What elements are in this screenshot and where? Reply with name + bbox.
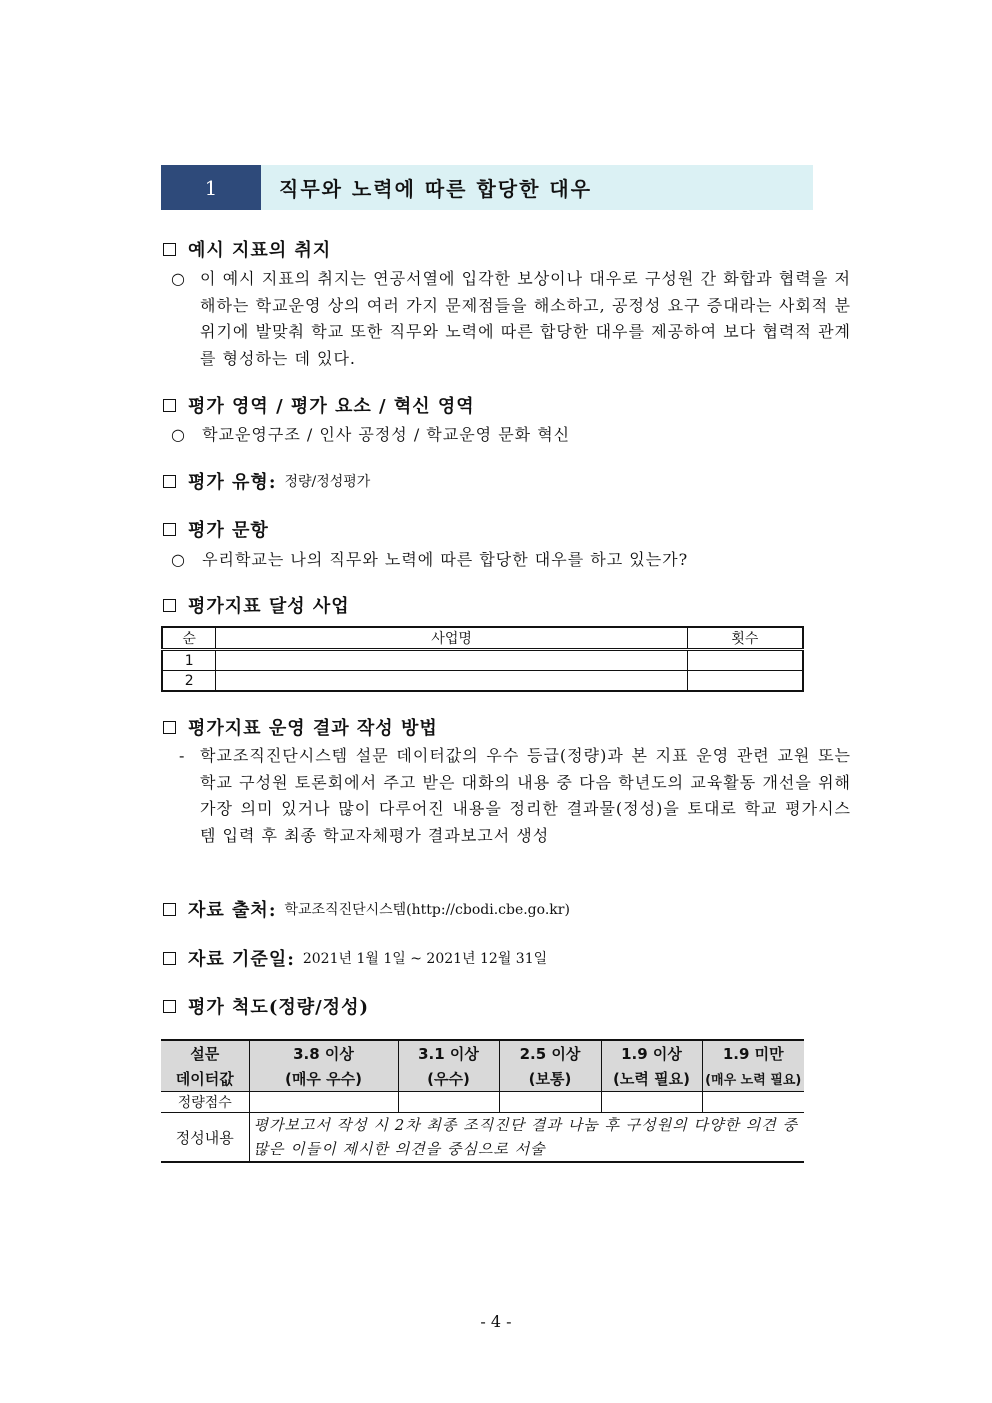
table-cell — [601, 1092, 702, 1113]
table-header-row — [161, 1040, 804, 1066]
row-label: 정성내용 — [161, 1113, 249, 1163]
table-header-row — [161, 1066, 804, 1092]
heading-method — [163, 714, 438, 740]
column-header: 횟수 — [687, 627, 803, 650]
dash-bullet-icon: - — [179, 746, 186, 765]
table-row — [161, 1092, 804, 1113]
checkbox-square-icon — [163, 599, 176, 612]
table-row — [162, 671, 803, 692]
section-title: 직무와 노력에 따른 합당한 대우 — [279, 177, 593, 201]
qualitative-text: 평가보고서 작성 시 2차 최종 조직진단 결과 나눔 후 구성원의 다양한 의견 중 많은 이들이 제시한 의견을 중심으로 서술 — [249, 1113, 804, 1163]
column-header: 설문 — [161, 1040, 249, 1066]
column-header: 데이터값 — [161, 1066, 249, 1092]
column-header: 2.5 이상 — [499, 1040, 601, 1066]
date-value: 2021년 1월 1일 ~ 2021년 12월 31일 — [302, 951, 548, 967]
type-value: 정량/정성평가 — [284, 474, 371, 490]
heading-text: 평가 유형: — [188, 472, 277, 493]
column-header: (우수) — [398, 1066, 499, 1092]
heading-source — [163, 896, 570, 922]
column-header: 3.8 이상 — [249, 1040, 398, 1066]
heading-area — [163, 392, 475, 418]
checkbox-square-icon — [163, 1000, 176, 1013]
heading-text: 평가 문항 — [188, 520, 269, 541]
heading-date — [163, 945, 547, 971]
checkbox-square-icon — [163, 721, 176, 734]
column-header: (매우 노력 필요) — [702, 1066, 804, 1092]
table-header-row — [162, 627, 803, 650]
heading-text: 평가지표 운영 결과 작성 방법 — [188, 718, 438, 739]
section-title-bar — [161, 165, 813, 210]
heading-text: 자료 기준일: — [188, 949, 295, 970]
table-cell — [216, 671, 687, 692]
table-cell — [499, 1092, 601, 1113]
question-line — [171, 547, 688, 570]
checkbox-square-icon — [163, 523, 176, 536]
heading-type — [163, 468, 370, 494]
table-cell — [216, 650, 687, 671]
method-text: 학교조직진단시스템 설문 데이터값의 우수 등급(정량)과 본 지표 운영 관련 교원 또는 학교 구성원 토론회에서 주고 받은 대화의 내용 중 다음 학년도의 교육활동 개선을 위해 가장 의미 있거나 많이 다루어진 내용을 정리한 결과물(정성)을 토대로 학교 평가시스템 입력 후 최종 학교자체평가 결과보고서 생성 — [200, 746, 851, 845]
checkbox-square-icon — [163, 903, 176, 916]
area-text: 학교운영구조 / 인사 공정성 / 학교운영 문화 혁신 — [202, 425, 571, 444]
heading-projects — [163, 592, 350, 618]
column-header: 1.9 미만 — [702, 1040, 804, 1066]
table-cell: 1 — [162, 650, 216, 671]
table-row — [162, 650, 803, 671]
purpose-paragraph — [171, 266, 851, 372]
table-cell — [249, 1092, 398, 1113]
row-label: 정량점수 — [161, 1092, 249, 1113]
checkbox-square-icon — [163, 475, 176, 488]
source-value: 학교조직진단시스템(http://cbodi.cbe.go.kr) — [284, 902, 570, 918]
area-line — [171, 422, 570, 445]
table-row — [161, 1113, 804, 1163]
column-header: (노력 필요) — [601, 1066, 702, 1092]
question-text: 우리학교는 나의 직무와 노력에 따른 합당한 대우를 하고 있는가? — [202, 550, 689, 569]
table-cell — [687, 650, 803, 671]
projects-table — [161, 626, 804, 692]
checkbox-square-icon — [163, 399, 176, 412]
heading-text: 예시 지표의 취지 — [188, 240, 332, 261]
table-cell — [687, 671, 803, 692]
heading-question — [163, 516, 269, 542]
purpose-text: 이 예시 지표의 취지는 연공서열에 입각한 보상이나 대우로 구성원 간 화합과 협력을 저해하는 학교운영 상의 여러 가지 문제점들을 해소하고, 공정성 요구 증대라는 사회적 분위기에 발맞춰 학교 또한 직무와 노력에 따른 합당한 대우를 제공하여 보다 협력적 관계를 형성하는 데 있다. — [200, 269, 851, 368]
heading-scale — [163, 993, 369, 1019]
column-header: 1.9 이상 — [601, 1040, 702, 1066]
scale-table — [161, 1039, 804, 1163]
table-cell — [398, 1092, 499, 1113]
checkbox-square-icon — [163, 952, 176, 965]
column-header: 사업명 — [216, 627, 687, 650]
heading-purpose — [163, 236, 331, 262]
heading-text: 평가지표 달성 사업 — [188, 596, 350, 617]
table-cell: 2 — [162, 671, 216, 692]
column-header: (보통) — [499, 1066, 601, 1092]
heading-text: 자료 출처: — [188, 900, 277, 921]
column-header: (매우 우수) — [249, 1066, 398, 1092]
heading-text: 평가 척도(정량/정성) — [188, 997, 369, 1018]
circle-bullet-icon: ○ — [171, 269, 186, 288]
heading-text: 평가 영역 / 평가 요소 / 혁신 영역 — [188, 396, 475, 417]
page-number: - 4 - — [480, 1312, 512, 1331]
checkbox-square-icon — [163, 243, 176, 256]
column-header: 3.1 이상 — [398, 1040, 499, 1066]
circle-bullet-icon: ○ — [171, 550, 186, 569]
section-number: 1 — [161, 165, 261, 210]
column-header: 순 — [162, 627, 216, 650]
table-cell — [702, 1092, 804, 1113]
circle-bullet-icon: ○ — [171, 425, 186, 444]
method-paragraph — [171, 743, 851, 849]
